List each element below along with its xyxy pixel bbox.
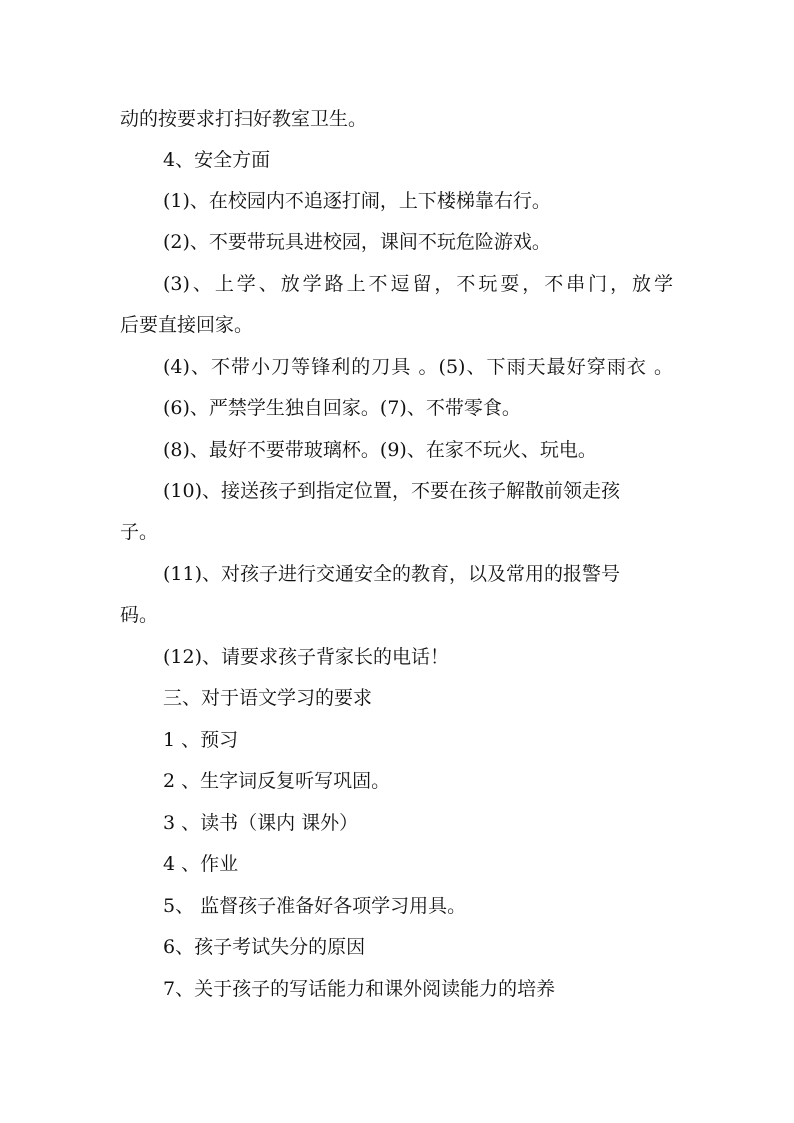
list-item: (8)、最好不要带玻璃杯。(9)、在家不玩火、玩电。 (163, 439, 597, 461)
list-item-continuation: 子。 (120, 521, 159, 543)
list-item: 7、关于孩子的写话能力和课外阅读能力的培养 (163, 978, 556, 1000)
list-item-continuation: 后要直接回家。 (120, 314, 254, 336)
list-item: (1)、在校园内不追逐打闹，上下楼梯靠右行。 (163, 190, 551, 212)
list-item: (12)、请要求孩子背家长的电话！ (163, 646, 450, 668)
list-item: 2 、生字词反复听写巩固。 (163, 770, 391, 792)
list-item: 3 、读书（课内 课外） (163, 812, 359, 834)
list-item: (11)、对孩子进行交通安全的教育，以及常用的报警号 (163, 563, 621, 585)
list-item: (6)、严禁学生独自回家。(7)、不带零食。 (163, 397, 521, 419)
section-heading: 4、安全方面 (163, 149, 271, 171)
list-item: 1 、预习 (163, 729, 239, 751)
paragraph-line: 动的按要求打扫好教室卫生。 (120, 108, 368, 130)
list-item: 6、孩子考试失分的原因 (163, 936, 366, 958)
list-item: (2)、不要带玩具进校园，课间不玩危险游戏。 (163, 231, 551, 253)
list-item: 5、 监督孩子准备好各项学习用具。 (163, 895, 467, 917)
list-item: (4)、不带小刀等锋利的刀具 。(5)、下雨天最好穿雨衣 。 (163, 356, 673, 378)
list-item: 4 、作业 (163, 853, 239, 875)
section-heading: 三、对于语文学习的要求 (163, 687, 373, 709)
list-item-continuation: 码。 (120, 604, 159, 626)
list-item: (10)、接送孩子到指定位置，不要在孩子解散前领走孩 (163, 480, 621, 502)
list-item: (3)、上学、放学路上不逗留，不玩耍，不串门，放学 (163, 273, 673, 295)
